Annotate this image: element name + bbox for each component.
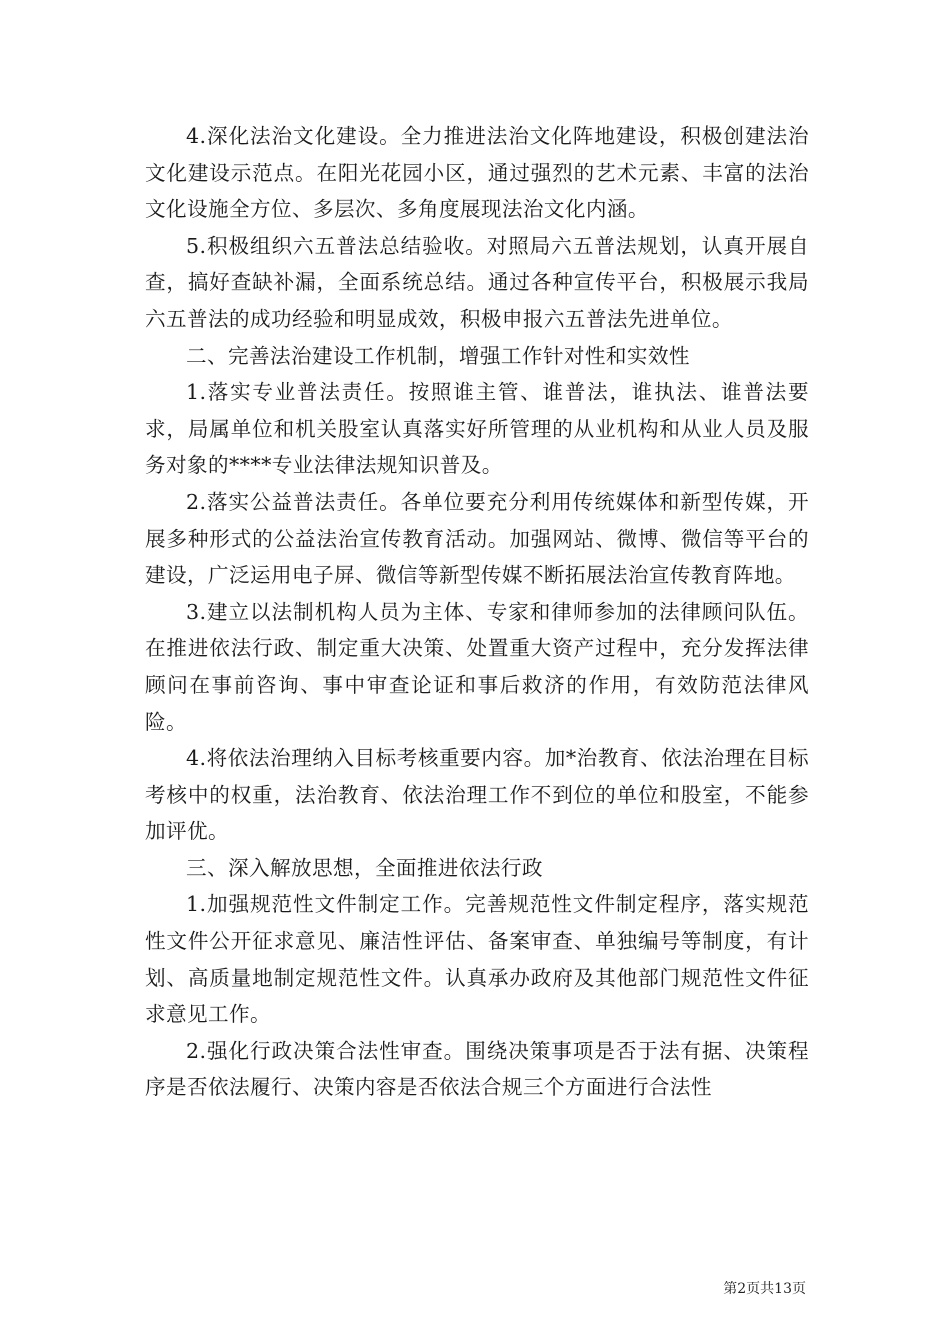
paragraph-public-responsibility: 2.落实公益普法责任。各单位要充分利用传统媒体和新型传媒，开展多种形式的公益法治宣传教育活动。加强网站、微博、微信等平台的建设，广泛运用电子屏、微信等新型传媒不断拓展法治宣传教育阵地。 (145, 489, 809, 588)
paragraph-culture-construction: 4.深化法治文化建设。全力推进法治文化阵地建设，积极创建法治文化建设示范点。在阳光花园小区，通过强烈的艺术元素、丰富的法治文化设施全方位、多层次、多角度展现法治文化内涵。 (145, 124, 809, 222)
paragraph-legal-advisors: 3.建立以法制机构人员为主体、专家和律师参加的法律顾问队伍。在推进依法行政、制定重大决策、处置重大资产过程中，充分发挥法律顾问在事前咨询、事中审查论证和事后救济的作用，有效防范法律风险。 (145, 599, 809, 734)
section-heading-3: 三、深入解放思想，全面推进依法行政 (186, 855, 543, 880)
section-heading-2: 二、完善法治建设工作机制，增强工作针对性和实效性 (186, 343, 690, 368)
paragraph-normative-documents: 1.加强规范性文件制定工作。完善规范性文件制定程序，落实规范性文件公开征求意见、廉洁性评估、备案审查、单独编号等制度，有计划、高质量地制定规范性文件。认真承办政府及其他部门规范性文件征求意见工作。 (145, 892, 809, 1027)
page-number: 第2页共13页 (723, 1281, 806, 1297)
paragraph-target-assessment: 4.将依法治理纳入目标考核重要内容。加*治教育、依法治理在目标考核中的权重，法治教育、依法治理工作不到位的单位和股室，不能参加评优。 (145, 746, 809, 844)
document-body (145, 118, 809, 1106)
paragraph-decision-review: 2.强化行政决策合法性审查。围绕决策事项是否于法有据、决策程序是否依法履行、决策内容是否依法合规三个方面进行合法性 (145, 1038, 809, 1100)
paragraph-summary-acceptance: 5.积极组织六五普法总结验收。对照局六五普法规划，认真开展自查，搞好查缺补漏，全面系统总结。通过各种宣传平台，积极展示我局六五普法的成功经验和明显成效，积极申报六五普法先进单位。 (145, 233, 809, 331)
paragraph-professional-responsibility: 1.落实专业普法责任。按照谁主管、谁普法，谁执法、谁普法要求，局属单位和机关股室认真落实好所管理的从业机构和从业人员及服务对象的****专业法律法规知识普及。 (145, 380, 809, 478)
